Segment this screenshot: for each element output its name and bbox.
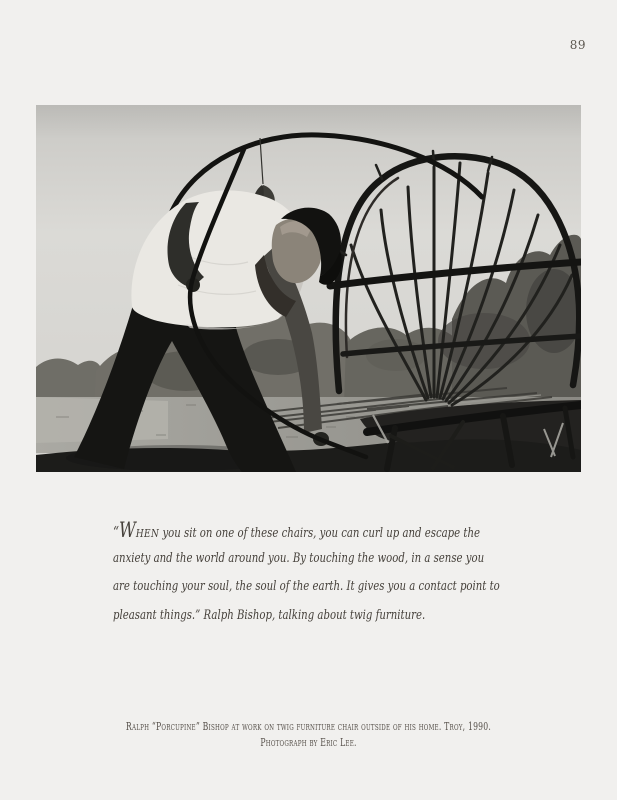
pull-quote <box>113 516 583 630</box>
quote-small-caps: HEN <box>135 526 160 540</box>
quote-line-4: pleasant things.” Ralph Bishop, talking about twig furniture. <box>113 607 426 623</box>
open-quote-mark: “ <box>113 523 119 541</box>
photograph <box>36 105 581 472</box>
quote-line-1 <box>113 516 480 545</box>
quote-line-3: are touching your soul, the soul of the earth. It gives you a contact point to <box>113 579 500 594</box>
photo-caption <box>0 719 617 751</box>
page-number: 89 <box>569 38 586 52</box>
quote-line-1-text: you sit on one of these chairs, you can curl up and escape the <box>159 526 480 541</box>
caption-line-2: Photograph by Eric Lee. <box>260 736 357 749</box>
quote-line-2: anxiety and the world around you. By touching the wood, in a sense you <box>113 550 485 566</box>
photo-illustration <box>36 105 581 472</box>
photo-vignette <box>36 105 581 139</box>
caption-line-1: Ralph “Porcupine” Bishop at work on twig furniture chair outside of his home. Troy, 1990. <box>125 720 492 733</box>
quote-drop-cap: W <box>118 518 136 542</box>
